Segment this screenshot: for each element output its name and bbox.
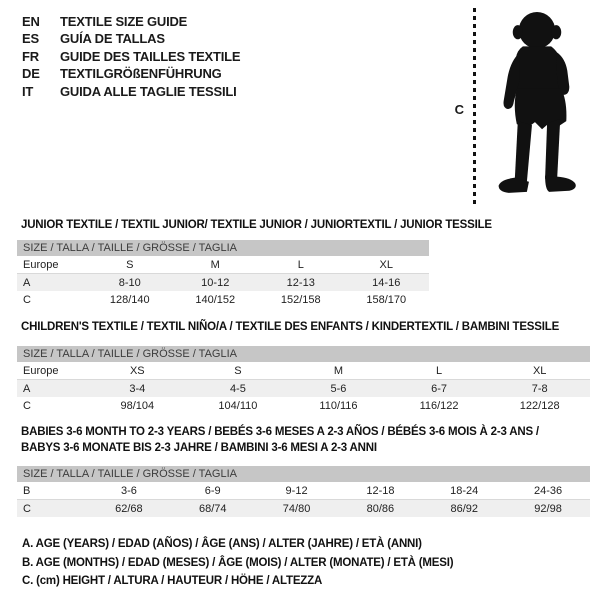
size-table-children [17,346,590,414]
language-code: DE [22,66,40,82]
size-cell: M [288,362,389,380]
table-row [17,397,590,414]
size-cell: 12-13 [258,274,344,292]
table-row [17,482,590,500]
size-cell: M [173,256,259,274]
language-label: TEXTILE SIZE GUIDE [60,14,188,29]
size-cell: XL [489,362,590,380]
size-cell: 152/158 [280,293,321,306]
table-title-junior [21,217,492,233]
table-title-line: BABYS 3-6 MONATE BIS 2-3 JAHRE / BAMBINI 3-6 MESI A 2-3 ANNI [21,442,377,454]
language-code: IT [22,83,34,99]
language-row [22,13,240,30]
row-label: Europe [17,362,87,380]
note-line: C. (cm) HEIGHT / ALTURA / HAUTEUR / HÖHE / ALTEZZA [22,575,323,588]
size-table [17,482,590,517]
size-cell: 14-16 [344,274,430,292]
toddler-silhouette [486,8,588,210]
note-line: A. AGE (YEARS) / EDAD (AÑOS) / ÂGE (ANS) / ALTER (JAHRE) / ETÀ (ANNI) [22,538,422,550]
size-cell: S [188,362,289,380]
size-table [17,256,429,308]
language-code: FR [22,48,39,64]
size-cell: 86/92 [422,500,506,518]
height-dashed-line [473,8,476,208]
size-cell: 3-4 [87,380,188,398]
table-row [17,362,590,380]
size-cell: 158/170 [366,293,407,306]
language-row [22,83,240,100]
size-cell: 128/140 [109,293,150,306]
language-code: EN [22,14,40,29]
size-cell: 8-10 [87,274,173,292]
language-label: GUÍA DE TALLAS [60,31,165,47]
size-cell: XS [87,362,188,380]
height-measure-label: C [454,101,464,117]
size-cell: 3-6 [87,482,171,500]
language-row [22,65,240,82]
size-cell: 10-12 [173,274,259,292]
size-cell: 62/68 [87,500,171,518]
table-title-babies [21,424,539,456]
size-cell: 92/98 [506,500,590,518]
size-cell: 7-8 [489,380,590,398]
size-cell: 116/122 [419,399,459,412]
size-cell: 140/152 [195,293,236,306]
size-cell: 12-18 [338,482,422,500]
row-label: C [23,293,31,306]
language-label: TEXTILGRÖßENFÜHRUNG [60,66,222,82]
size-cell: S [87,256,173,274]
row-label: Europe [17,256,87,274]
size-header-bar: SIZE / TALLA / TAILLE / GRÖSSE / TAGLIA [17,346,590,362]
size-table-junior [17,240,429,308]
size-cell: 4-5 [188,380,289,398]
row-label: C [17,500,87,518]
row-label: C [23,399,31,412]
language-label: GUIDE DES TAILLES TEXTILE [60,48,241,64]
size-cell: 74/80 [255,500,339,518]
table-title-line: CHILDREN'S TEXTILE / TEXTIL NIÑO/A / TEXTILE DES ENFANTS / KINDERTEXTIL / BAMBINI TESSILE [21,321,560,333]
size-cell: L [389,362,490,380]
note-line: B. AGE (MONTHS) / EDAD (MESES) / ÂGE (MOIS) / ALTER (MONATE) / ETÀ (MESI) [22,556,454,569]
table-row [17,291,429,308]
language-row [22,48,240,65]
size-cell: 18-24 [422,482,506,500]
size-cell: 104/110 [218,399,258,412]
size-cell: 98/104 [120,399,155,412]
row-label: B [17,482,87,500]
table-title-line: JUNIOR TEXTILE / TEXTIL JUNIOR/ TEXTILE JUNIOR / JUNIORTEXTIL / JUNIOR TESSILE [21,219,492,231]
row-label: A [17,380,87,398]
language-label: GUIDA ALLE TAGLIE TESSILI [60,83,237,99]
size-cell: L [258,256,344,274]
table-title-line: BABIES 3-6 MONTH TO 2-3 YEARS / BEBÉS 3-6 MESES A 2-3 AÑOS / BÉBÉS 3-6 MOIS À 2-3 ANS / [21,426,539,438]
size-cell: 9-12 [255,482,339,500]
size-cell: XL [344,256,430,274]
size-cell: 122/128 [519,399,560,412]
size-figure [455,8,588,210]
size-header-bar: SIZE / TALLA / TAILLE / GRÖSSE / TAGLIA [17,466,590,482]
size-cell: 80/86 [338,500,422,518]
size-table [17,362,590,414]
size-table-babies [17,466,590,517]
table-row [17,500,590,518]
table-title-children [21,319,559,335]
size-cell: 68/74 [171,500,255,518]
size-cell: 6-9 [171,482,255,500]
size-cell: 110/116 [319,399,358,412]
size-cell: 6-7 [389,380,490,398]
language-row [22,30,240,47]
measure-notes [22,535,453,591]
table-row [17,274,429,292]
table-row [17,256,429,274]
language-list [22,13,240,100]
row-label: A [17,274,87,292]
size-header-bar: SIZE / TALLA / TAILLE / GRÖSSE / TAGLIA [17,240,429,256]
size-cell: 24-36 [506,482,590,500]
table-row [17,380,590,398]
size-cell: 5-6 [288,380,389,398]
language-code: ES [22,31,39,47]
